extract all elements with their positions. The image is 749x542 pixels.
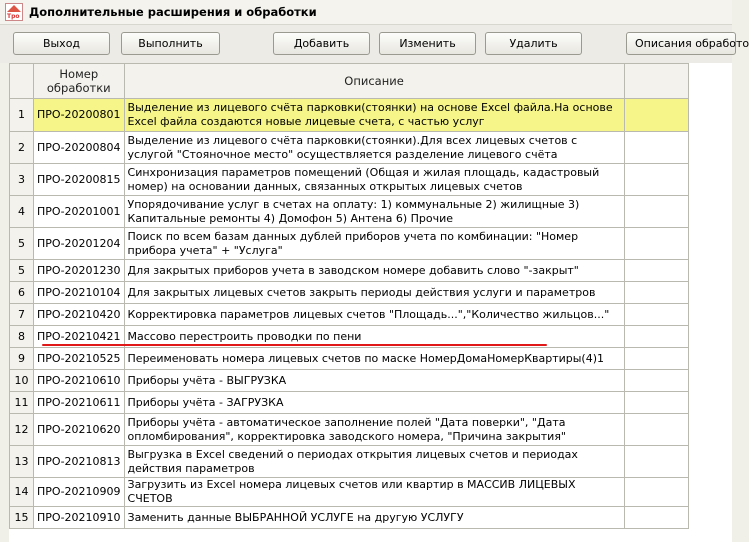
table-row[interactable] bbox=[10, 348, 689, 370]
table-row[interactable] bbox=[10, 478, 689, 507]
description-cell[interactable]: Упорядочивание услуг в счетах на оплату: 1) коммунальные 2) жилищные 3) Капитальные ремонты 4) Домофон 5) Антена 6) Прочие bbox=[124, 196, 624, 228]
extra-cell[interactable] bbox=[624, 392, 688, 414]
processing-number-cell[interactable]: ПРО-20200815 bbox=[34, 164, 125, 196]
extra-cell[interactable] bbox=[624, 228, 688, 260]
table-row[interactable] bbox=[10, 228, 689, 260]
description-cell[interactable]: Заменить данные ВЫБРАННОЙ УСЛУГЕ на другую УСЛУГУ bbox=[124, 507, 624, 529]
table-row[interactable] bbox=[10, 507, 689, 529]
processing-table bbox=[9, 63, 689, 529]
row-number: 4 bbox=[10, 196, 34, 228]
processing-number-cell[interactable]: ПРО-20210610 bbox=[34, 370, 125, 392]
row-number: 14 bbox=[10, 478, 34, 507]
description-cell[interactable]: Выгрузка в Excel сведений о периодах открытия лицевых счетов и периодах действия параметров bbox=[124, 446, 624, 478]
description-cell[interactable]: Приборы учёта - автоматическое заполнение полей "Дата поверки", "Дата опломбирования", корректировка заводского номера, "Причина закрытия" bbox=[124, 414, 624, 446]
processing-number-cell[interactable]: ПРО-20200801 bbox=[34, 99, 125, 132]
processing-number-cell[interactable]: ПРО-20210909 bbox=[34, 478, 125, 507]
number-column-header[interactable]: Номер обработки bbox=[34, 64, 125, 99]
row-number: 1 bbox=[10, 99, 34, 132]
exit-button[interactable]: Выход bbox=[13, 32, 110, 55]
processing-grid[interactable] bbox=[9, 63, 732, 542]
processing-number-cell[interactable]: ПРО-20210611 bbox=[34, 392, 125, 414]
delete-button[interactable]: Удалить bbox=[485, 32, 582, 55]
table-row[interactable] bbox=[10, 196, 689, 228]
row-number: 10 bbox=[10, 370, 34, 392]
table-row[interactable] bbox=[10, 446, 689, 478]
table-header-row bbox=[10, 64, 689, 99]
description-cell[interactable]: Загрузить из Excel номера лицевых счетов или квартир в МАССИВ ЛИЦЕВЫХ СЧЕТОВ bbox=[124, 478, 624, 507]
row-number: 5 bbox=[10, 260, 34, 282]
description-cell[interactable]: Переименовать номера лицевых счетов по маске НомерДомаНомерКвартиры(4)1 bbox=[124, 348, 624, 370]
extra-cell[interactable] bbox=[624, 99, 688, 132]
description-cell[interactable]: Приборы учёта - ВЫГРУЗКА bbox=[124, 370, 624, 392]
extra-column-header bbox=[624, 64, 688, 99]
table-row[interactable] bbox=[10, 260, 689, 282]
extra-cell[interactable] bbox=[624, 348, 688, 370]
app-home-icon: Тро bbox=[5, 3, 23, 21]
red-underline-annotation bbox=[42, 344, 547, 346]
processing-number-cell[interactable]: ПРО-20201230 bbox=[34, 260, 125, 282]
table-row[interactable] bbox=[10, 99, 689, 132]
description-cell[interactable]: Массово перестроить проводки по пени bbox=[124, 326, 624, 348]
description-cell[interactable]: Для закрытых лицевых счетов закрыть периоды действия услуги и параметров bbox=[124, 282, 624, 304]
processing-number-cell[interactable]: ПРО-20200804 bbox=[34, 132, 125, 164]
extra-cell[interactable] bbox=[624, 507, 688, 529]
row-number-header bbox=[10, 64, 34, 99]
description-cell[interactable]: Синхронизация параметров помещений (Общая и жилая площадь, кадастровый номер) на основании данных, связанных открытых лицевых счетов bbox=[124, 164, 624, 196]
row-number: 11 bbox=[10, 392, 34, 414]
extra-cell[interactable] bbox=[624, 446, 688, 478]
extra-cell[interactable] bbox=[624, 478, 688, 507]
run-button[interactable]: Выполнить bbox=[121, 32, 220, 55]
processing-number-cell[interactable]: ПРО-20201001 bbox=[34, 196, 125, 228]
extra-cell[interactable] bbox=[624, 132, 688, 164]
row-number: 6 bbox=[10, 282, 34, 304]
row-number: 2 bbox=[10, 132, 34, 164]
toolbar bbox=[0, 24, 749, 63]
row-number: 15 bbox=[10, 507, 34, 529]
window-title: Дополнительные расширения и обработки bbox=[29, 5, 317, 19]
extra-cell[interactable] bbox=[624, 196, 688, 228]
description-column-header[interactable]: Описание bbox=[124, 64, 624, 99]
processing-number-cell[interactable]: ПРО-20210910 bbox=[34, 507, 125, 529]
processing-number-cell[interactable]: ПРО-20210813 bbox=[34, 446, 125, 478]
row-number: 9 bbox=[10, 348, 34, 370]
title-bar bbox=[0, 0, 732, 24]
processing-number-cell[interactable]: ПРО-20210421 bbox=[34, 326, 125, 348]
processing-number-cell[interactable]: ПРО-20210525 bbox=[34, 348, 125, 370]
processing-number-cell[interactable]: ПРО-20210104 bbox=[34, 282, 125, 304]
table-row[interactable] bbox=[10, 282, 689, 304]
extra-cell[interactable] bbox=[624, 370, 688, 392]
table-row[interactable] bbox=[10, 132, 689, 164]
row-number: 7 bbox=[10, 304, 34, 326]
description-cell[interactable]: Выделение из лицевого счёта парковки(стоянки).Для всех лицевых счетов с услугой "Стояночное место" осуществляется разделение лицевого счёта bbox=[124, 132, 624, 164]
row-number: 5 bbox=[10, 228, 34, 260]
description-cell[interactable]: Приборы учёта - ЗАГРУЗКА bbox=[124, 392, 624, 414]
extra-cell[interactable] bbox=[624, 164, 688, 196]
table-row[interactable] bbox=[10, 164, 689, 196]
table-row[interactable] bbox=[10, 392, 689, 414]
processing-number-cell[interactable]: ПРО-20210620 bbox=[34, 414, 125, 446]
extra-cell[interactable] bbox=[624, 414, 688, 446]
processing-number-cell[interactable]: ПРО-20210420 bbox=[34, 304, 125, 326]
extra-cell[interactable] bbox=[624, 304, 688, 326]
description-cell[interactable]: Корректировка параметров лицевых счетов "Площадь...","Количество жильцов..." bbox=[124, 304, 624, 326]
row-number: 12 bbox=[10, 414, 34, 446]
description-cell[interactable]: Поиск по всем базам данных дублей приборов учета по комбинации: "Номер прибора учета" + "Услуга" bbox=[124, 228, 624, 260]
processing-number-cell[interactable]: ПРО-20201204 bbox=[34, 228, 125, 260]
table-row[interactable] bbox=[10, 304, 689, 326]
row-number: 3 bbox=[10, 164, 34, 196]
extra-cell[interactable] bbox=[624, 326, 688, 348]
extra-cell[interactable] bbox=[624, 282, 688, 304]
add-button[interactable]: Добавить bbox=[273, 32, 370, 55]
row-number: 13 bbox=[10, 446, 34, 478]
descriptions-button[interactable]: Описания обработо bbox=[626, 32, 736, 55]
table-row[interactable] bbox=[10, 370, 689, 392]
description-cell[interactable]: Выделение из лицевого счёта парковки(стоянки) на основе Excel файла.На основе Excel файла создаются новые лицевые счета, с частью услуг bbox=[124, 99, 624, 132]
edit-button[interactable]: Изменить bbox=[379, 32, 476, 55]
extra-cell[interactable] bbox=[624, 260, 688, 282]
row-number: 8 bbox=[10, 326, 34, 348]
table-row[interactable] bbox=[10, 414, 689, 446]
description-cell[interactable]: Для закрытых приборов учета в заводском номере добавить слово "-закрыт" bbox=[124, 260, 624, 282]
